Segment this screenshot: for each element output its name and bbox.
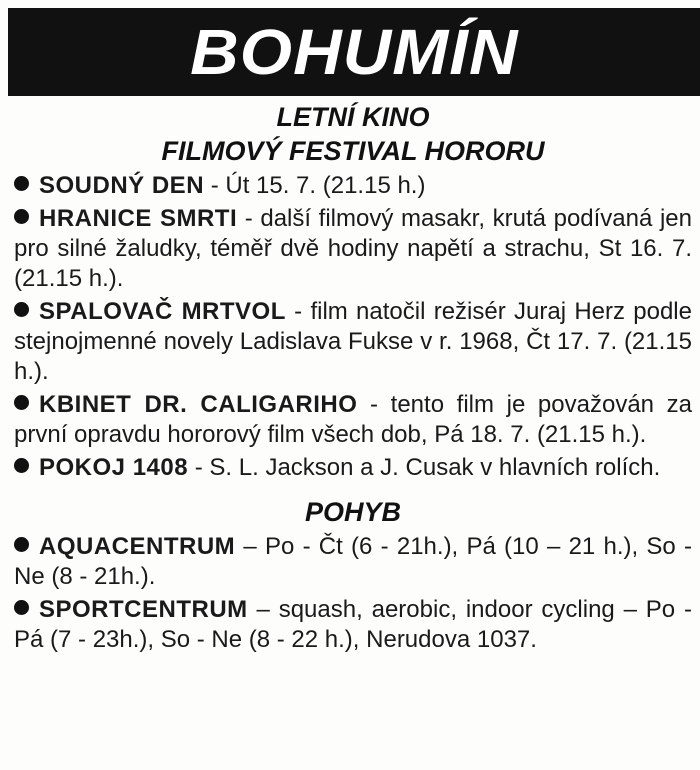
list-item [14, 390, 692, 450]
venue-title: SPORTCENTRUM [39, 596, 248, 623]
film-title: POKOJ 1408 [39, 454, 189, 481]
list-item [14, 171, 692, 201]
bullet-icon [14, 537, 29, 552]
bullet-icon [14, 600, 29, 615]
list-item [14, 453, 692, 483]
listing-content [14, 100, 692, 655]
bullet-icon [14, 302, 29, 317]
venue-hours: – Po - Čt (6 - 21h.), Pá (10 – 21 h.), So - Ne (8 - 21h.). [14, 533, 692, 590]
film-description: - Út 15. 7. (21.15 h.) [204, 172, 426, 199]
film-description: - film natočil režisér Juraj Herz podle stejnojmenné novely Ladislava Fukse v r. 1968, Čt 17. 7. (21.15 h.). [14, 298, 692, 385]
list-item [14, 204, 692, 294]
film-title: KBINET DR. CALIGARIHO [39, 391, 358, 418]
film-description: - další filmový masakr, krutá podívaná jen pro silné žaludky, téměř dvě hodiny napětí a strachu, St 16. 7. (21.15 h.). [14, 205, 692, 292]
town-title: BOHUMÍN [189, 16, 519, 88]
list-item [14, 595, 692, 655]
cinema-heading: LETNÍ KINO [276, 102, 430, 132]
film-title: SPALOVAČ MRTVOL [39, 298, 286, 325]
bullet-icon [14, 209, 29, 224]
venue-title: AQUACENTRUM [39, 533, 236, 560]
movement-heading: POHYB [304, 497, 402, 527]
list-item [14, 297, 692, 387]
title-banner [8, 8, 700, 96]
film-description: - tento film je považován za první opravdu hororový film všech dob, Pá 18. 7. (21.15 h.). [14, 391, 692, 448]
film-title: HRANICE SMRTI [39, 205, 238, 232]
list-item [14, 532, 692, 592]
venue-hours: – squash, aerobic, indoor cycling – Po - Pá (7 - 23h.), So - Ne (8 - 22 h.), Nerudova 1037. [14, 596, 692, 653]
bullet-icon [14, 176, 29, 191]
film-title: SOUDNÝ DEN [39, 172, 205, 199]
film-description: - S. L. Jackson a J. Cusak v hlavních rolích. [188, 454, 661, 481]
festival-heading: FILMOVÝ FESTIVAL HORORU [161, 136, 545, 166]
bullet-icon [14, 395, 29, 410]
bullet-icon [14, 458, 29, 473]
